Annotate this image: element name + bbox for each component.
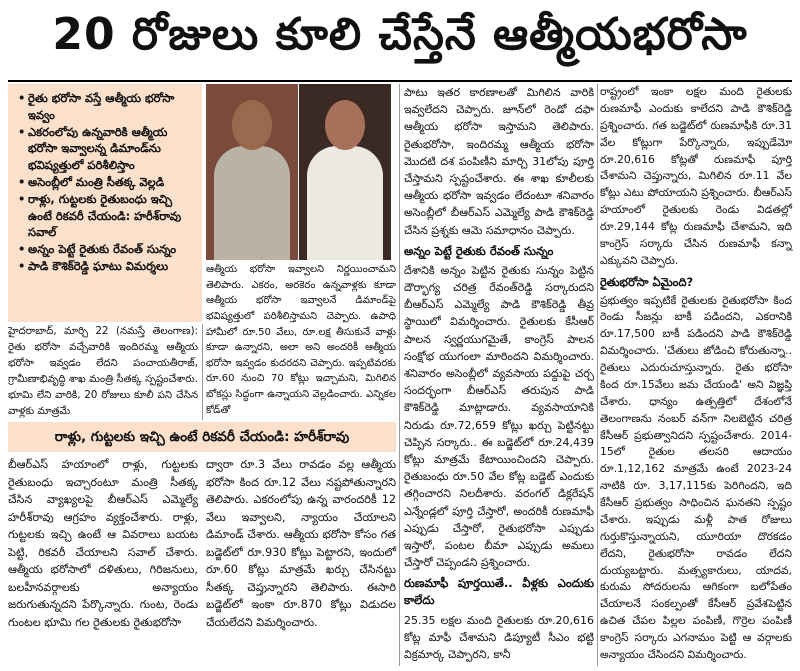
column-divider xyxy=(597,84,598,666)
headline: 20 రోజులు కూలి చేస్తేనే ఆత్మీయభరోసా xyxy=(52,9,748,60)
photo-figure-head xyxy=(325,100,365,150)
highlight-item: • అసెంబ్లీలో మంత్రి సీతక్క వెల్లడి xyxy=(18,174,194,191)
article-column-4 xyxy=(600,84,792,664)
highlight-item: • పాడి కౌశిక్‌రెడ్డి ఘాటు విమర్శలు xyxy=(18,258,194,275)
article-text: 25.35 లక్షల మంది రైతులకు రూ.20,616 కోట్ల మాఫీ చేశామని డిప్యూటీ సీఎం భట్టి విక్రమార్క చెప్పారని, కానీ xyxy=(404,613,594,661)
photo-mla-kaushik-reddy xyxy=(299,84,391,260)
article-text: దేశానికి అన్నం పెట్టిన రైతుకు సున్నం పెట్టిన దౌర్భాగ్య చరిత్ర రేవంత్‌రెడ్డి సర్కారుదని బీఆర్‌ఎస్ ఎమ్మెల్యే పాడి కౌశిక్‌రెడ్డి తీవ్ర స్థాయిలో విమర్శించారు. రైతులకు కేసీఆర్ పాలన స్వర్ణయుగమైతే, కాంగ్రెస్ పాలన సంక్షోభ యుగంలా మారిందని విమర్శించారు. శనివారం అసెంబ్లీలో వ్యవసాయ పద్దుపై చర్చ సందర్భంగా బీఆర్‌ఎస్ తరుపున పాడి కౌశిక్‌రెడ్డి మాట్లాడారు. వ్యవసాయానికి నిరుడు రూ.72,659 కోట్లు ఖర్చు పెట్టినట్టు చెప్పిన సర్కారు.. ఈ బడ్జెట్‌లో రూ.24,439 కోట్లు మాత్రమే కేటాయించిందని చెప్పారు. రైతుబంధు రూ.50 వేల కోట్ల బడ్జెట్ ఎందుకు తగ్గించారని నిలదీశారు. వరంగల్ డిక్లరేషన్ ఎన్నేండ్లలో పూర్తి చేస్తారో, అందరికీ రుణమాఫీ ఎప్పుడు చేస్తారో, రైతుభరోసా ఎప్పుడు ఇస్తారో, పంటల బీమా ఎప్పుడు అమలు చేస్తారో చెప్పండని ప్రశ్నించారు. xyxy=(404,263,594,570)
subheading: రైతుభరోసా ఏమైంది? xyxy=(600,274,694,289)
article-column-2-lower xyxy=(206,456,396,631)
article-text: పాటు ఇతర కారణాలతో మిగిలిన వారికి ఇవ్వలేదని చెప్పారు. జూన్‌లో రెండో దఫా ఆత్మీయ భరోసా ఇస్తామని తెలిపారు. రైతుభరోసా, ఇందిరమ్మ ఆత్మీయ భరోసా మొదటి దశ పంపిణీని మార్చి 31లోపు పూర్తి చేస్తామని స్పష్టంచేశారు. ఈ శాఖ కూలీలకు ఆత్మీయ భరోసా ఇవ్వడం లేదంటూ శనివారం అసెంబ్లీలో బీఆర్‌ఎస్ ఎమ్మెల్యే పాడి కౌశిక్‌రెడ్డి చేసిన ప్రశ్నకు ఆమె సమాధానం చెప్పారు. xyxy=(404,86,594,237)
article-column-1-lower xyxy=(8,456,198,631)
photo-figure-body xyxy=(307,146,383,260)
article-text: ఆత్మీయ భరోసా ఇవ్వాలని నిర్ణయించామని తెలిపారు. ఎకరం, అరకెరం ఉన్నవాళ్లకు కూడా ఆత్మీయ భరోసా ఇవ్వాలనే డిమాండ్‌పై భవిష్యత్తులో పరిశీలిస్తామని చెప్పారు. ఉపాధి హామీలో రూ.50 వేలు, రూ.లక్ష తీసుకునే వాళ్లు కూడా ఉన్నారని, అలా అని అందరికీ ఆత్మీయ భరోసా ఇవ్వడం కుదరదని చెప్పారు. ఇప్పటివరకు రూ.60 నుంచి 70 కోట్లు ఇచ్చామని, మిగిలిన బోకస్లు సిద్ధంగా ఉన్నాయని వెల్లడించారు. ఎన్నికల కోడ్‌తో xyxy=(206,264,396,416)
article-text: ద్వారా రూ.3 వేలు రావడం వల్ల ఆత్మీయ భరోసా కింద రూ.12 వేలు నష్టపోతున్నారని తెలిపారు. ఎకరంలోపు ఉన్న వారందరికీ 12 వేలు ఇవ్వాలని, న్యాయం చేయాలని డిమాండ్ చేశారు. ఆత్మీయ భరోసా కోసం గత బడ్జెట్‌లో రూ.930 కోట్లు పెట్టారని, ఇందులో రూ.60 కోట్లు మాత్రమే ఖర్చు చేసినట్టు సీతక్క చెప్తున్నారని తెలిపారు. ఈసారి బడ్జెట్‌లో ఇంకా రూ.870 కోట్లు విడుదల చేయలేదని విమర్శించారు. xyxy=(206,458,396,629)
article-text: బీఆర్‌ఎస్ హయాంలో రాళ్లు, గుట్టలకు రైతుబంధు ఇచ్చారంటూ మంత్రి సీతక్క చేసిన వ్యాఖ్యలపై బీఆర్‌ఎస్ ఎమ్మెల్యే హరీశ్‌రావు ఆగ్రహం వ్యక్తంచేశారు. రాళ్లు, గుట్టలకు ఇచ్చి ఉంటే ఆ వివరాలు బయట పెట్టి, రికవరీ చేయాలని సవాల్ చేశారు. ఆత్మీయ భరోసాలో దళితులు, గిరిజనులు, బలహీనవర్గాలకు అన్యాయం జరుగుతున్నదని పేర్కొన్నారు. గుంట, రెండు గుంటల భూమి గల రైతులకు రైతుభరోసా xyxy=(8,458,198,629)
subheading: అన్నం పెట్టే రైతుకు రేవంత్ సున్నం xyxy=(404,243,554,258)
subheading: రుణమాఫీ పూర్తయితే.. వీళ్లకు ఎందుకు కాలేదు xyxy=(404,576,594,608)
photo-minister-seethakka xyxy=(206,84,298,260)
article-column-1 xyxy=(8,324,198,420)
article-text: ప్రభుత్వం ఇప్పటికే రైతులకు రైతుభరోసా కింద రెండు సీజన్లు బాకీ పడిందని, ఎకరానికి రూ.17,500 బాకీ పడిందని పాడి కౌశిక్‌రెడ్డి విమర్శించారు. 'చేతులు జోడించి కోరుతున్నా.. రైతులు ఎదురుచూస్తున్నారు. రైతు భరోసా కింద రూ.15వేలు జమ చేయండి' అని విజ్ఞప్తి చేశారు. ధాన్యం ఉత్పత్తిలో దేశంలోనే తెలంగాణను నంబర్ వన్‌గా నిలబెట్టిన చరిత్ర కేసీఆర్ ప్రభుత్వానిదని స్పష్టంచేశారు. 2014-15లో రైతుల తలసరి ఆదాయం రూ.1,12,162 మాత్రమే ఉంటే 2023-24 నాటికి రూ. 3,17,115కు పెరిగిందని, ఇది కేసీఆర్ ప్రభుత్వం సాధించిన ఘనతని స్పష్టం చేశారు. ఇప్పుడు మళ్లీ పాత రోజులు గుర్తుకొస్తున్నాయని, యూరియా దొరకడం లేదని, రైతుభరోసా రావడం లేదని దుయ్యబట్టారు. మత్స్యకారులు, యాదవ, కురుమ సోదరులను ఆగికంగా బలోపేతం చేయాలనే సంకల్పంతో కేసీఆర్ ప్రవేశపెట్టిన ఉచిత చేపల పిల్లల పంపిణీ, గొర్రెల పంపిణీ కాంగ్రెస్ సర్కారు ఎగనామం పెట్టి ఆ వర్గాలకు అన్యాయం చేసిందని విమర్శించారు. xyxy=(600,293,792,661)
column-divider xyxy=(399,84,400,666)
highlight-item: • ఎకరంలోపు ఉన్నవారికి ఆత్మీయ భరోసా ఇవ్వాలన్న డిమాండ్‌ను భవిష్యత్తులో పరిశీలిస్తాం xyxy=(18,124,194,174)
section-headline: రాళ్లు, గుట్టలకు ఇచ్చి ఉంటే రికవరీ చేయండి: హరీశ్‌రావు xyxy=(8,422,396,452)
highlights-list xyxy=(18,90,194,275)
article-text: రాష్ట్రంలో ఇంకా లక్షల మంది రైతులకు రుణమాఫీ ఎందుకు కాలేదని పాడి కౌశిక్‌రెడ్డి ప్రశ్నించారు. గత బడ్జెట్‌లో రుణమాఫీకి రూ.31 వేల కోట్లుగా పేర్కొన్నారు, ఇప్పుడేమో రూ.20,616 కోట్లతో రుణమాఫీ పూర్తి చేశామని చెప్తున్నారు, మిగిలిన రూ.11 వేల కోట్లు ఎటు పోయాయని ప్రశ్నించారు. బీఆర్‌ఎస్ హయాంలో రైతులకు రెండు విడతల్లో రూ.29,144 కోట్ల రుణమాఫీ చేశామని, ఇది కాంగ్రెస్ సర్కారు చేసిన రుణమాఫీ కన్నా ఎక్కువని చెప్పారు. xyxy=(600,85,792,267)
highlights-box xyxy=(8,84,202,322)
article-column-2 xyxy=(206,262,396,418)
highlight-item: • రైతు భరోసా వస్తే ఆత్మీయ భరోసా ఇవ్వం xyxy=(18,90,194,124)
photo-figure-body xyxy=(214,146,290,260)
photo-figure-head xyxy=(232,100,272,150)
highlight-item: • అన్నం పెట్టే రైతుకు రేవంత్ సున్నం xyxy=(18,241,194,258)
article-text: హైదరాబాద్, మార్చి 22 (నమస్తే తెలంగాణ): రైతు భరోసా వచ్చేవారికి ఇందిరమ్మ ఆత్మీయ భరోసా ఇవ్వడం లేదని పంచాయతీరాజ్, గ్రామీణాభివృద్ధి శాఖ మంత్రి సీతక్క స్పష్టంచేశారు. భూమి లేని వారికి, 20 రోజులు కూలీ పని చేసిన వాళ్లకు మాత్రమే xyxy=(8,326,198,417)
headline-rule xyxy=(8,80,792,82)
column-divider xyxy=(202,324,203,420)
highlight-item: • రాళ్లు, గుట్టలకు రైతుబంధు ఇచ్చి ఉంటే రికవరీ చేయండి: హరీశ్‌రావు సవాల్ xyxy=(18,191,194,241)
article-column-3 xyxy=(404,84,594,663)
